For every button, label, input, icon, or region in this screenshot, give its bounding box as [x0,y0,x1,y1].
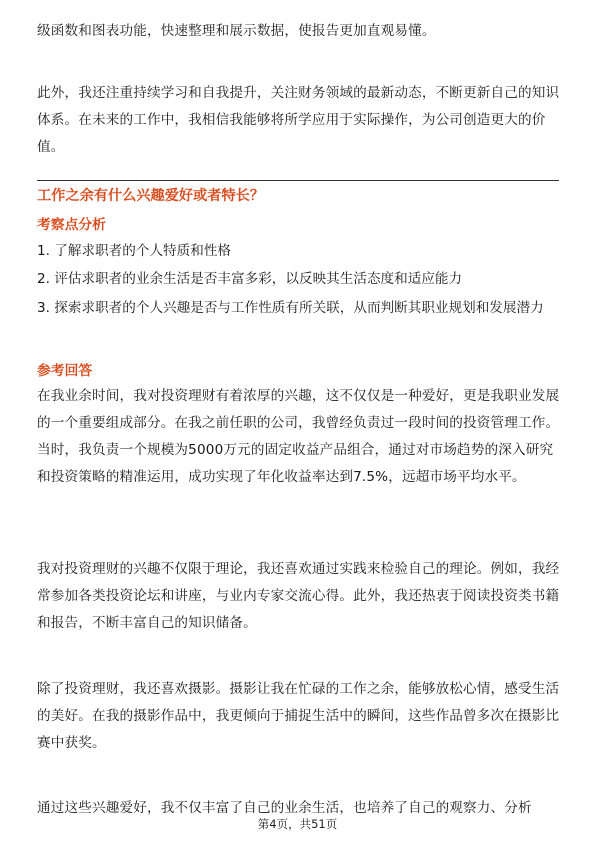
answer-paragraph-4: 通过这些兴趣爱好，我不仅丰富了自己的业余生活，也培养了自己的观察力、分析 [37,800,532,816]
section-divider [37,180,559,181]
answer-paragraph-3: 除了投资理财，我还喜欢摄影。摄影让我在忙碌的工作之余，能够放松心情，感受生活的美好。在我的摄影作品中，我更倾向于捕捉生活中的瞬间，这些作品曾多次在摄影比赛中获奖。 [37,681,560,751]
analysis-item-3: 3. 探索求职者的个人兴趣是否与工作性质有所关联，从而判断其职业规划和发展潜力 [37,300,544,316]
answer-paragraph-2: 我对投资理财的兴趣不仅限于理论，我还喜欢通过实践来检验自己的理论。例如，我经常参加各类投资论坛和讲座，与业内专家交流心得。此外，我还热衷于阅读投资类书籍和报告，不断丰富自己的知识储备。 [37,561,560,631]
page-number: 第4页，共51页 [257,817,338,831]
analysis-item-1: 1. 了解求职者的个人特质和性格 [37,243,232,259]
answer-paragraph-1: 在我业余时间，我对投资理财有着浓厚的兴趣，这不仅仅是一种爱好，更是我职业发展的一个重要组成部分。在我之前任职的公司，我曾经负责过一段时间的投资管理工作。当时，我负责一个规模为5000万元的固定收益产品组合，通过对市场趋势的深入研究和投资策略的精准运用，成功实现了年化收益率达到7.5%，远超市场平均水平。 [37,388,560,485]
analysis-title: 考察点分析 [37,217,106,233]
intro-paragraph: 此外，我还注重持续学习和自我提升，关注财务领域的最新动态，不断更新自己的知识体系。在未来的工作中，我相信我能够将所学应用于实际操作，为公司创造更大的价值。 [37,85,560,155]
analysis-item-2: 2. 评估求职者的业余生活是否丰富多彩，以反映其生活态度和适应能力 [37,271,463,287]
continued-paragraph: 级函数和图表功能，快速整理和展示数据，使报告更加直观易懂。 [37,23,436,39]
answer-title: 参考回答 [37,363,93,379]
question-heading: 工作之余有什么兴趣爱好或者特长？ [37,188,265,204]
